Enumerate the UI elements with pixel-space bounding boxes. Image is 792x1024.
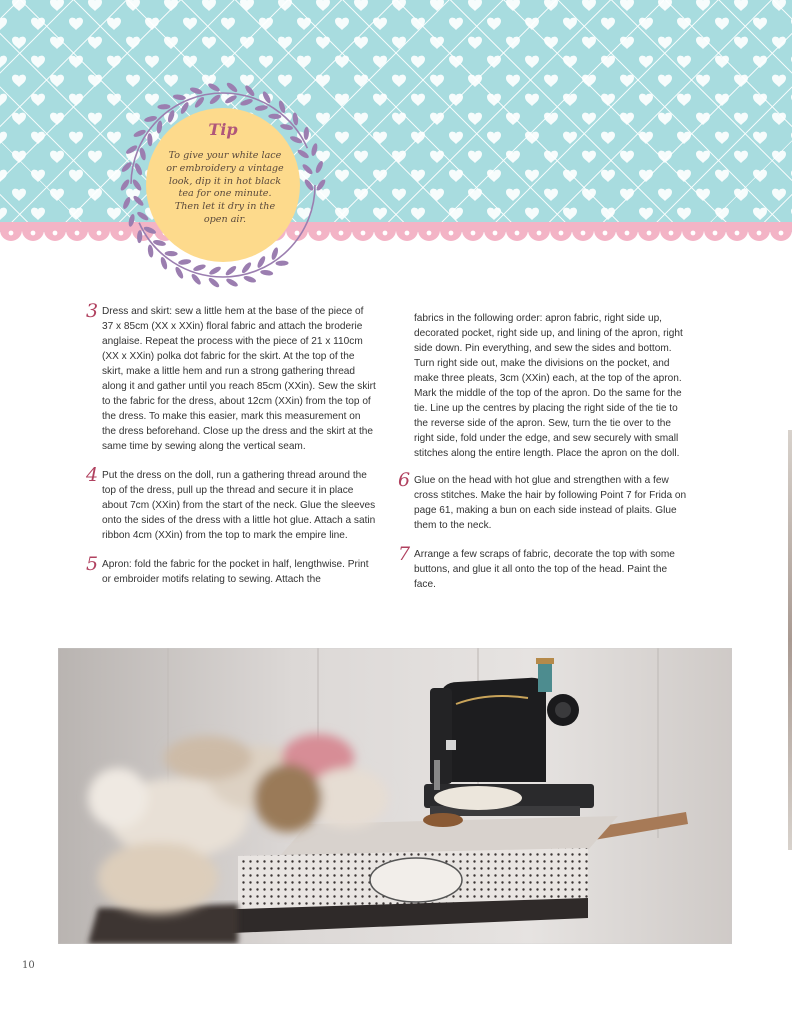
step-5 (86, 553, 376, 587)
wreath-leaf (131, 178, 143, 192)
heart-icon (69, 94, 83, 106)
heart-icon (487, 94, 501, 106)
heart-icon (50, 0, 64, 11)
heart-icon (297, 56, 311, 68)
wreath-leaf (192, 263, 206, 272)
wreath-leaf (165, 251, 178, 257)
wreath-leaf (119, 178, 131, 192)
heart-icon (468, 75, 482, 87)
heart-icon (31, 94, 45, 106)
heart-icon (582, 151, 596, 163)
wreath-leaf (208, 93, 221, 105)
heart-icon (677, 18, 691, 30)
wreath-leaf (173, 94, 187, 101)
wreath-leaf (224, 264, 237, 276)
page-number: 10 (22, 960, 35, 971)
heart-icon (0, 132, 7, 144)
heart-icon (31, 132, 45, 144)
lace-hole (559, 231, 564, 236)
heart-icon (620, 189, 634, 201)
heart-icon (449, 208, 463, 220)
heart-icon (772, 151, 786, 163)
lace-hole (339, 231, 344, 236)
heart-icon (582, 189, 596, 201)
heart-icon (658, 37, 672, 49)
lace-hole (625, 231, 630, 236)
heart-icon (354, 37, 368, 49)
heart-icon (582, 75, 596, 87)
heart-icon (620, 113, 634, 125)
step-number: 5 (86, 553, 99, 575)
step-3 (86, 300, 376, 454)
heart-icon (392, 37, 406, 49)
step-text: Put the dress on the doll, run a gathering thread around the top of the dress, pull up the thread and secure it in place about 7cm (XXin) from the start of the neck. Glue the sleeves onto the sides of the dress with a little hot glue. Attach a satin ribbon 4cm (XXin) from the top to mark the empire line. (102, 470, 376, 541)
heart-icon (373, 170, 387, 182)
heart-icon (183, 18, 197, 30)
heart-icon (601, 208, 615, 220)
heart-icon (734, 75, 748, 87)
heart-icon (753, 170, 767, 182)
heart-icon (88, 113, 102, 125)
wreath-leaf (133, 162, 143, 176)
heart-icon (639, 170, 653, 182)
heart-icon (259, 18, 273, 30)
wreath-leaf (189, 86, 203, 95)
heart-icon (525, 94, 539, 106)
wreath-leaf (139, 147, 147, 161)
sewing-scene-illustration (58, 648, 732, 944)
heart-icon (69, 208, 83, 220)
heart-icon (31, 170, 45, 182)
heart-icon (411, 18, 425, 30)
heart-icon (506, 189, 520, 201)
heart-icon (544, 0, 558, 11)
heart-icon (487, 170, 501, 182)
heart-icon (164, 0, 178, 11)
heart-icon (468, 113, 482, 125)
heart-icon (411, 170, 425, 182)
heart-icon (601, 132, 615, 144)
step-number: 3 (86, 300, 99, 322)
heart-icon (430, 75, 444, 87)
heart-icon (0, 208, 7, 220)
step-number: 6 (398, 469, 411, 491)
step-text: Apron: fold the fabric for the pocket in half, lengthwise. Print or embroider motifs relating to sewing. Attach the (102, 559, 369, 585)
heart-icon (88, 151, 102, 163)
heart-icon (354, 75, 368, 87)
wreath-leaf (122, 196, 132, 210)
heart-icon (563, 18, 577, 30)
heart-icon (525, 18, 539, 30)
heart-icon (354, 113, 368, 125)
heart-icon (601, 170, 615, 182)
heart-icon (715, 208, 729, 220)
heart-icon (715, 94, 729, 106)
heart-icon (126, 0, 140, 11)
heart-icon (88, 0, 102, 11)
heart-icon (449, 56, 463, 68)
heart-icon (582, 37, 596, 49)
heart-icon (316, 0, 330, 11)
wreath-leaf (178, 258, 192, 265)
heart-icon (772, 0, 786, 11)
lace-hole (603, 231, 608, 236)
heart-icon (430, 113, 444, 125)
heart-icon (715, 170, 729, 182)
heart-icon (563, 132, 577, 144)
heart-icon (582, 0, 596, 11)
heart-icon (715, 132, 729, 144)
step-text: Dress and skirt: sew a little hem at the base of the piece of 37 x 85cm (XX x XXin) floral fabric and attach the broderie anglaise. Repeat the process with the piece of 21 x 110cm (XX x XXin) polka dot fabric for the skirt. At the top of the skirt, make a little hem and run a strong gathering thread along it and gather until you reach 85cm (XXin). Sew the skirt to the fabric for the dress, about 12cm (XXin) from the top of the dress. To make this easier, mark this measurement on the dress beforehand. Close up the dress and the skirt at the same time by sewing along the vertical seam. (102, 306, 376, 452)
wreath-leaf (243, 275, 257, 284)
heart-icon (107, 56, 121, 68)
heart-icon (240, 0, 254, 11)
heart-icon (88, 189, 102, 201)
heart-icon (658, 0, 672, 11)
lace-hole (75, 231, 80, 236)
heart-icon (734, 0, 748, 11)
heart-icon (677, 56, 691, 68)
heart-icon (696, 0, 710, 11)
heart-icon (696, 113, 710, 125)
heart-icon (525, 56, 539, 68)
step-6 (398, 469, 688, 533)
heart-icon (12, 113, 26, 125)
heart-icon (563, 170, 577, 182)
heart-icon (658, 151, 672, 163)
heart-icon (696, 151, 710, 163)
heart-icon (335, 132, 349, 144)
lace-hole (9, 231, 14, 236)
heart-icon (677, 208, 691, 220)
heart-icon (392, 75, 406, 87)
heart-icon (430, 151, 444, 163)
heart-icon (753, 132, 767, 144)
lace-hole (405, 231, 410, 236)
heart-icon (354, 151, 368, 163)
heart-icon (0, 94, 7, 106)
heart-icon (468, 37, 482, 49)
heart-icon (487, 208, 501, 220)
lace-hole (31, 231, 36, 236)
lace-hole (647, 231, 652, 236)
heart-icon (69, 132, 83, 144)
heart-icon (354, 0, 368, 11)
wreath-leaf (314, 160, 324, 174)
heart-icon (753, 56, 767, 68)
tip-medallion (116, 78, 330, 292)
heart-icon (12, 37, 26, 49)
heart-icon (392, 113, 406, 125)
heart-icon (31, 56, 45, 68)
heart-icon (373, 94, 387, 106)
lace-hole (669, 231, 674, 236)
heart-icon (164, 37, 178, 49)
heart-icon (753, 94, 767, 106)
heart-icon (772, 37, 786, 49)
heart-icon (145, 18, 159, 30)
heart-icon (563, 56, 577, 68)
heart-icon (620, 0, 634, 11)
heart-icon (715, 56, 729, 68)
heart-icon (0, 170, 7, 182)
heart-icon (430, 0, 444, 11)
step-number: 7 (398, 543, 411, 565)
heart-icon (221, 18, 235, 30)
heart-icon (430, 189, 444, 201)
heart-icon (12, 189, 26, 201)
heart-icon (202, 37, 216, 49)
heart-icon (696, 189, 710, 201)
tip-title: Tip (208, 120, 238, 139)
heart-icon (639, 56, 653, 68)
heart-icon (772, 113, 786, 125)
heart-icon (506, 75, 520, 87)
step-text: Glue on the head with hot glue and strengthen with a few cross stitches. Make the hair by following Point 7 for Frida on page 61, making a bun on each side instead of plaits. Glue them to the neck. (414, 475, 687, 531)
heart-icon (639, 18, 653, 30)
heart-icon (487, 56, 501, 68)
step-text: Arrange a few scraps of fabric, decorate the top with some buttons, and glue it all onto the top of the head. Paint the face. (414, 549, 675, 590)
heart-icon (69, 170, 83, 182)
heart-icon (335, 208, 349, 220)
heart-icon (259, 56, 273, 68)
heart-icon (335, 18, 349, 30)
heart-icon (50, 151, 64, 163)
heart-icon (468, 0, 482, 11)
heart-icon (525, 170, 539, 182)
heart-icon (335, 56, 349, 68)
lace-hole (427, 231, 432, 236)
wreath-leaf (268, 114, 281, 120)
heart-icon (563, 94, 577, 106)
heart-icon (734, 189, 748, 201)
heart-icon (278, 0, 292, 11)
lace-hole (537, 231, 542, 236)
page-edge-shadow (788, 430, 792, 850)
heart-icon (12, 75, 26, 87)
heart-icon (544, 75, 558, 87)
heart-icon (335, 170, 349, 182)
heart-icon (50, 75, 64, 87)
wreath-leaf (137, 230, 143, 243)
heart-icon (411, 94, 425, 106)
left-column (86, 300, 376, 595)
wreath-leaf (240, 98, 254, 107)
heart-icon (392, 0, 406, 11)
heart-icon (506, 151, 520, 163)
heart-icon (449, 18, 463, 30)
heart-icon (677, 170, 691, 182)
lace-hole (97, 231, 102, 236)
heart-icon (392, 151, 406, 163)
wreath-leaf (225, 81, 238, 93)
heart-icon (639, 208, 653, 220)
heart-icon (221, 56, 235, 68)
heart-icon (620, 37, 634, 49)
wreath-leaf (260, 269, 274, 276)
heart-icon (753, 18, 767, 30)
heart-icon (12, 0, 26, 11)
heart-icon (12, 151, 26, 163)
heart-icon (544, 113, 558, 125)
lace-hole (361, 231, 366, 236)
step-7 (398, 543, 688, 592)
heart-icon (449, 94, 463, 106)
heart-icon (772, 75, 786, 87)
wreath-leaf (255, 104, 269, 111)
heart-icon (696, 37, 710, 49)
wreath-leaf (207, 276, 220, 288)
heart-icon (0, 18, 7, 30)
heart-icon (240, 37, 254, 49)
step-number: 4 (86, 464, 99, 486)
heart-icon (69, 56, 83, 68)
heart-icon (50, 37, 64, 49)
lace-hole (735, 231, 740, 236)
heart-icon (734, 37, 748, 49)
heart-icon (468, 189, 482, 201)
right-column (398, 311, 688, 600)
wreath-leaf (207, 82, 221, 93)
wreath-leaf (303, 178, 315, 192)
heart-icon (373, 132, 387, 144)
wreath-leaf (301, 163, 314, 176)
heart-icon (582, 113, 596, 125)
heart-icon (487, 18, 501, 30)
lace-hole (581, 231, 586, 236)
heart-icon (677, 94, 691, 106)
heart-icon (202, 0, 216, 11)
heart-icon (31, 18, 45, 30)
heart-icon (753, 208, 767, 220)
wreath-leaf (296, 148, 310, 160)
heart-icon (601, 94, 615, 106)
heart-icon (734, 151, 748, 163)
heart-icon (430, 37, 444, 49)
heart-icon (411, 56, 425, 68)
heart-icon (639, 132, 653, 144)
heart-icon (639, 94, 653, 106)
heart-icon (69, 18, 83, 30)
lace-hole (515, 231, 520, 236)
heart-icon (772, 189, 786, 201)
heart-icon (544, 151, 558, 163)
wreath-leaf (147, 244, 154, 258)
heart-icon (50, 113, 64, 125)
heart-icon (506, 37, 520, 49)
heart-icon (31, 208, 45, 220)
wreath-leaf (157, 104, 170, 110)
heart-icon (411, 132, 425, 144)
heart-icon (373, 18, 387, 30)
heart-icon (373, 208, 387, 220)
heart-icon (183, 56, 197, 68)
heart-icon (525, 208, 539, 220)
heart-icon (335, 94, 349, 106)
lace-hole (757, 231, 762, 236)
sewing-machine-photo (58, 648, 732, 944)
tip-body: To give your white lace or embroidery a vintage look, dip it in hot black tea for one minute. Then let it dry in the open air. (166, 150, 284, 225)
heart-icon (620, 151, 634, 163)
step-4 (86, 464, 376, 543)
lace-hole (449, 231, 454, 236)
lace-hole (691, 231, 696, 236)
heart-icon (50, 189, 64, 201)
heart-icon (145, 56, 159, 68)
heart-icon (544, 37, 558, 49)
heart-icon (715, 18, 729, 30)
heart-icon (88, 75, 102, 87)
heart-icon (506, 0, 520, 11)
wreath-leaf (208, 265, 222, 276)
heart-icon (601, 18, 615, 30)
heart-icon (658, 189, 672, 201)
heart-icon (392, 189, 406, 201)
wreath-leaf (132, 194, 145, 207)
wreath-leaf (315, 178, 327, 192)
lace-hole (53, 231, 58, 236)
heart-icon (449, 132, 463, 144)
heart-icon (316, 37, 330, 49)
lace-hole (471, 231, 476, 236)
heart-icon (126, 37, 140, 49)
lace-hole (493, 231, 498, 236)
step-5-continued: fabrics in the following order: apron fabric, right side up, decorated pocket, right side up, and lining of the apron, right side down. Pin everything, and sew the sides and bottom. Turn right side out, make the divisions on the pocket, and make three pleats, 3cm (XXin) each, at the top of the apron. Mark the middle of the top of the apron. Do the same for the tie. Line up the centres by placing the right side of the tie to the reverse side of the apron. Sew, turn the tie over to the right side, fold under the edge, and sew securely with small stitches along the entire length. Place the apron on the doll. (414, 313, 683, 459)
heart-icon (0, 56, 7, 68)
lace-hole (383, 231, 388, 236)
heart-icon (601, 56, 615, 68)
heart-icon (411, 208, 425, 220)
wreath-leaf (128, 213, 136, 227)
lace-hole (779, 231, 784, 236)
heart-icon (354, 189, 368, 201)
heart-icon (563, 208, 577, 220)
heart-icon (107, 18, 121, 30)
heart-icon (487, 132, 501, 144)
heart-icon (88, 37, 102, 49)
heart-icon (373, 56, 387, 68)
heart-icon (734, 113, 748, 125)
heart-icon (278, 37, 292, 49)
lace-hole (713, 231, 718, 236)
wreath-leaf (275, 260, 288, 266)
wreath-leaf (225, 277, 239, 288)
heart-icon (658, 75, 672, 87)
wreath-leaf (224, 94, 238, 105)
heart-icon (658, 113, 672, 125)
heart-icon (506, 113, 520, 125)
wreath-leaf (310, 143, 318, 157)
heart-icon (449, 170, 463, 182)
heart-icon (468, 151, 482, 163)
heart-icon (677, 132, 691, 144)
heart-icon (620, 75, 634, 87)
heart-icon (544, 189, 558, 201)
heart-icon (525, 132, 539, 144)
heart-icon (297, 18, 311, 30)
heart-icon (696, 75, 710, 87)
wreath-leaf (136, 210, 150, 222)
